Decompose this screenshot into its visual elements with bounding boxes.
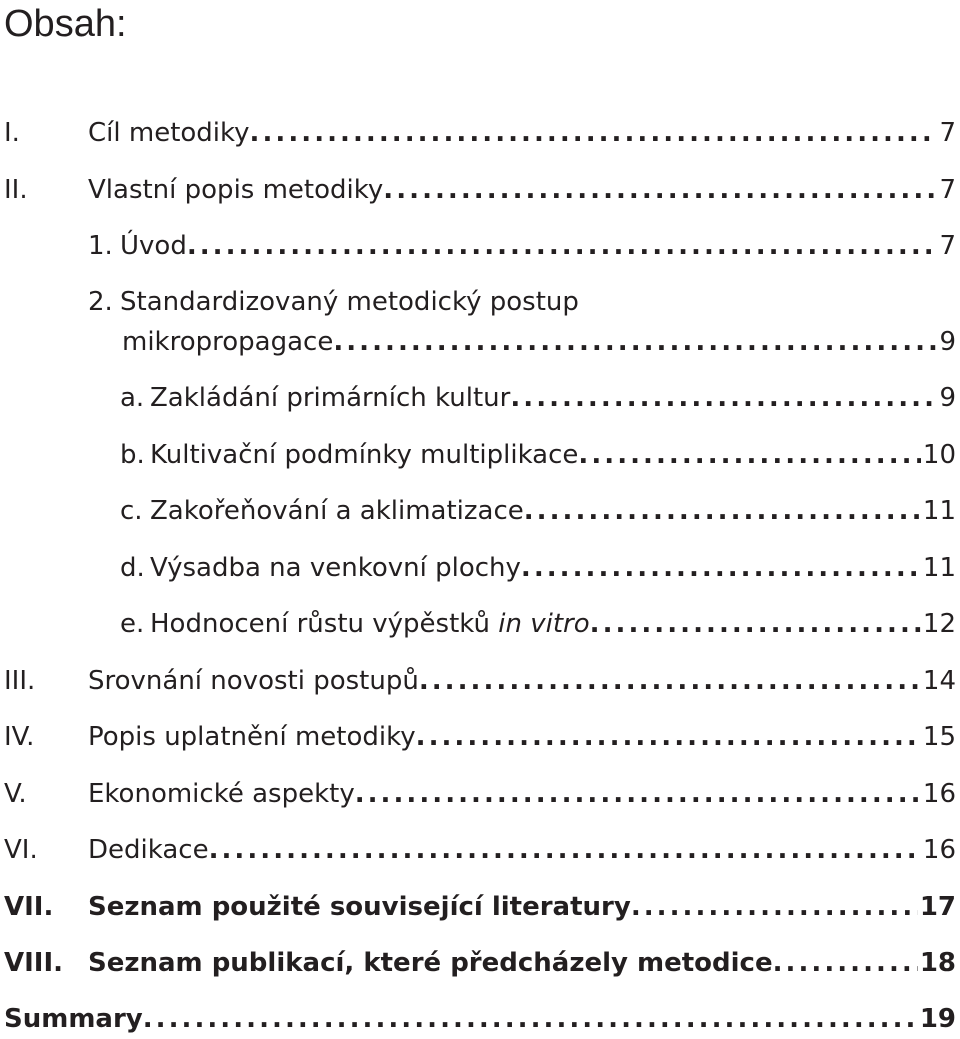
toc-entry[interactable] — [0, 548, 956, 588]
toc-entry-page: 7 — [939, 231, 956, 261]
toc-entry-letter: c. — [120, 496, 143, 526]
toc-entry-number: V. — [4, 779, 27, 809]
toc-entry-number: II. — [4, 175, 28, 205]
toc-entry-title: Popis uplatnění metodiky — [88, 722, 416, 752]
dot-leader — [578, 435, 921, 475]
dot-leader — [631, 887, 918, 927]
dot-leader — [773, 943, 918, 983]
toc-entry-text — [88, 170, 956, 210]
toc-entry-page: 14 — [922, 666, 956, 696]
toc-entry-page: 11 — [922, 496, 956, 526]
toc-entry-title: Seznam použité související literatury — [88, 892, 631, 922]
toc-entry-text — [120, 491, 956, 531]
dot-leader — [521, 548, 921, 588]
toc-entry-page: 15 — [922, 722, 956, 752]
toc-entry-text — [88, 830, 956, 870]
toc-entry-text — [88, 661, 956, 701]
toc-entry-page: 7 — [939, 118, 956, 148]
toc-entry-text — [120, 435, 956, 475]
toc-entry-number: I. — [4, 118, 20, 148]
toc-entry-title-main: Hodnocení růstu výpěstků — [150, 609, 499, 639]
toc-entry-text — [120, 604, 956, 644]
toc-entry-text — [88, 282, 579, 322]
toc-entry-title — [150, 604, 590, 644]
dot-leader — [510, 378, 937, 418]
dot-leader — [416, 717, 921, 757]
toc-entry[interactable] — [0, 322, 956, 362]
toc-entry-title: Seznam publikací, které předcházely metodice — [88, 948, 773, 978]
toc-entry-number: VII. — [4, 892, 54, 922]
dot-leader — [209, 830, 921, 870]
dot-leader — [524, 491, 921, 531]
toc-entry-text — [88, 226, 956, 266]
toc-entry[interactable] — [0, 943, 956, 983]
toc-entry-page: 11 — [922, 553, 956, 583]
toc-entry-letter: d. — [120, 553, 145, 583]
dot-leader — [419, 661, 921, 701]
toc-entry-text — [88, 887, 956, 927]
toc-entry-title: Standardizovaný metodický postup — [120, 287, 579, 317]
dot-leader — [590, 604, 921, 644]
toc-entry[interactable] — [0, 113, 956, 153]
toc-entry-title: Úvod — [120, 231, 187, 261]
dot-leader — [187, 226, 938, 266]
dot-leader — [383, 170, 937, 210]
dot-leader — [250, 113, 938, 153]
toc-entry-number: VIII. — [4, 948, 64, 978]
toc-entry-title: Srovnání novosti postupů — [88, 666, 419, 696]
toc-entry-title: Výsadba na venkovní plochy — [150, 553, 521, 583]
toc-entry-page: 10 — [922, 440, 956, 470]
toc-entry-title: Ekonomické aspekty — [88, 779, 355, 809]
page-title: Obsah: — [4, 3, 127, 45]
toc-entry-page: 18 — [919, 948, 956, 978]
toc-entry-title: Zakládání primárních kultur — [150, 383, 511, 413]
toc-entry[interactable] — [0, 717, 956, 757]
toc-entry-number: 2. — [88, 287, 113, 317]
toc-entry[interactable] — [0, 170, 956, 210]
toc-entry-title-italic: in vitro — [498, 609, 590, 639]
dot-leader — [143, 999, 918, 1039]
toc-entry-number: IV. — [4, 722, 35, 752]
toc-entry-text — [120, 548, 956, 588]
toc-entry[interactable] — [0, 226, 956, 266]
toc-entry-page: 7 — [939, 175, 956, 205]
toc-entry-number: VI. — [4, 835, 38, 865]
toc-entry-number: 1. — [88, 231, 113, 261]
toc-entry-title: Summary — [4, 1004, 143, 1034]
toc-entry[interactable] — [0, 604, 956, 644]
toc-entry[interactable] — [0, 491, 956, 531]
toc-entry-title: Zakořeňování a aklimatizace — [150, 496, 524, 526]
toc-entry[interactable] — [0, 830, 956, 870]
toc-entry-line[interactable] — [0, 282, 956, 322]
toc-entry-number: III. — [4, 666, 36, 696]
toc-entry-letter: a. — [120, 383, 145, 413]
toc-entry-page: 16 — [922, 835, 956, 865]
dot-leader — [333, 322, 937, 362]
toc-entry-text — [88, 717, 956, 757]
toc-entry-text — [88, 774, 956, 814]
toc-entry-letter: b. — [120, 440, 145, 470]
toc-entry[interactable] — [0, 887, 956, 927]
toc-entry-text — [88, 943, 956, 983]
toc-entry-page: 9 — [939, 383, 956, 413]
toc-entry-page: 16 — [922, 779, 956, 809]
toc-entry-letter: e. — [120, 609, 145, 639]
toc-entry[interactable] — [0, 661, 956, 701]
toc-entry-title: mikropropagace — [122, 327, 334, 357]
toc-entry-title: Kultivační podmínky multiplikace — [150, 440, 579, 470]
toc-entry-text — [122, 322, 956, 362]
toc-entry-page: 19 — [919, 1004, 956, 1034]
toc-entry[interactable] — [0, 774, 956, 814]
toc-entry-page: 17 — [919, 892, 956, 922]
toc-entry-title: Vlastní popis metodiky — [88, 175, 384, 205]
toc-entry-text — [120, 378, 956, 418]
toc-entry-text — [4, 999, 956, 1039]
toc-entry[interactable] — [0, 378, 956, 418]
dot-leader — [355, 774, 921, 814]
toc-entry-text — [88, 113, 956, 153]
toc-entry-title: Dedikace — [88, 835, 209, 865]
toc-entry-page: 12 — [922, 609, 956, 639]
toc-entry-page: 9 — [939, 327, 956, 357]
toc-entry[interactable] — [0, 435, 956, 475]
toc-entry-title: Cíl metodiky — [88, 118, 250, 148]
toc-entry[interactable] — [0, 999, 956, 1039]
